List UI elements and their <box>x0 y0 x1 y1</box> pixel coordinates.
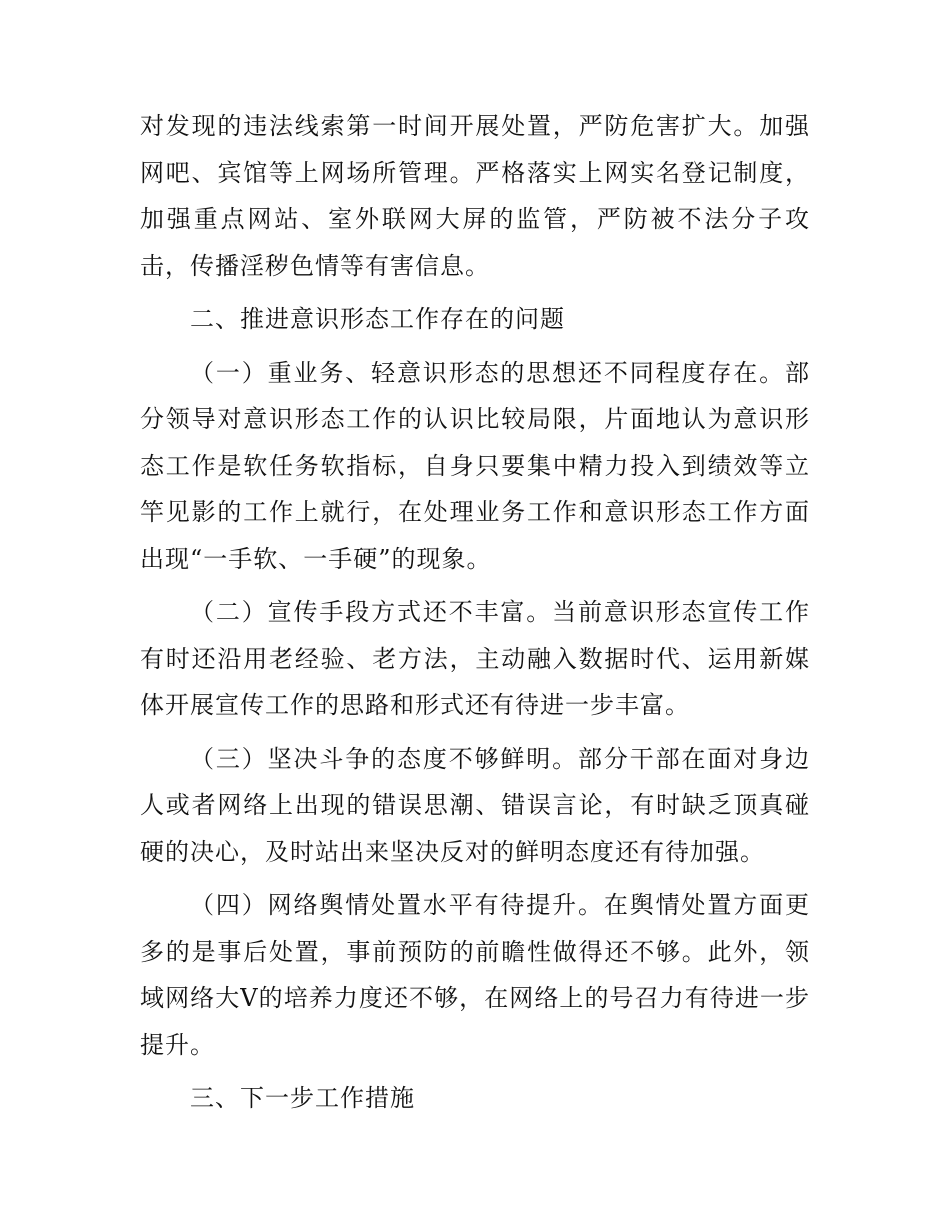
paragraph-problem-3: （三）坚决斗争的态度不够鲜明。部分干部在面对身边人或者网络上出现的错误思潮、错误言论，有时缺乏顶真碰硬的决心，及时站出来坚决反对的鲜明态度还有待加强。 <box>140 744 810 866</box>
section-heading-next-steps: 三、下一步工作措施 <box>190 1084 415 1112</box>
document-page <box>140 103 810 1129</box>
section-heading-problems: 二、推进意识形态工作存在的问题 <box>190 305 565 333</box>
paragraph-problem-1: （一）重业务、轻意识形态的思想还不同程度存在。部分领导对意识形态工作的认识比较局限，片面地认为意识形态工作是软任务软指标，自身只要集中精力投入到绩效等立竿见影的工作上就行，在处理业务工作和意识形态工作方面出现“一手软、一手硬”的现象。 <box>140 358 810 573</box>
paragraph-continuation: 对发现的违法线索第一时间开展处置，严防危害扩大。加强网吧、宾馆等上网场所管理。严格落实上网实名登记制度，加强重点网站、室外联网大屏的监管，严防被不法分子攻击，传播淫秽色情等有害信息。 <box>140 112 810 280</box>
paragraph-problem-2: （二）宣传手段方式还不丰富。当前意识形态宣传工作有时还沿用老经验、老方法，主动融入数据时代、运用新媒体开展宣传工作的思路和形式还有待进一步丰富。 <box>140 598 810 719</box>
paragraph-problem-4: （四）网络舆情处置水平有待提升。在舆情处置方面更多的是事后处置，事前预防的前瞻性做得还不够。此外，领域网络大Ⅴ的培养力度还不够，在网络上的号召力有待进一步提升。 <box>140 891 810 1059</box>
